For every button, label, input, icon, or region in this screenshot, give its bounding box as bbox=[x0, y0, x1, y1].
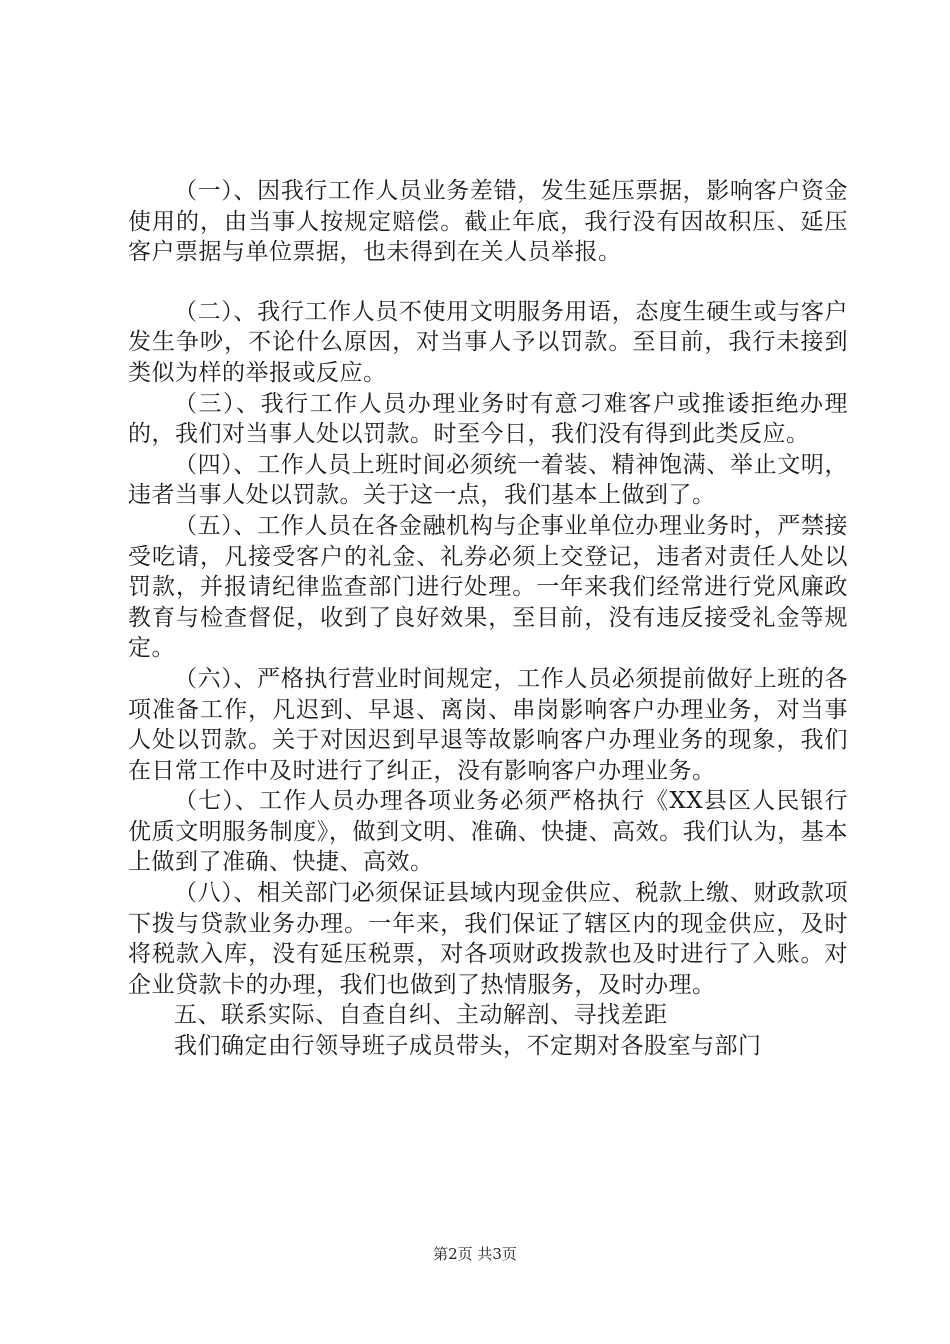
paragraph-9: 我们确定由行领导班子成员带头，不定期对各股室与部门 bbox=[174, 1033, 762, 1060]
paragraph-5: （五）、工作人员在各金融机构与企事业单位办理业务时，严禁接受吃请，凡接受客户的礼金、礼券必须上交登记，违者对责任人处以罚款，并报请纪律监查部门进行处理。一年来我们经常进行党风廉政教育与检查督促，收到了良好效果，至目前，没有违反接受礼金等规定。 bbox=[128, 512, 848, 662]
paragraph-4: （四）、工作人员上班时间必须统一着装、精神饱满、举止文明，违者当事人处以罚款。关于这一点，我们基本上做到了。 bbox=[128, 451, 848, 509]
paragraph-1: （一）、因我行工作人员业务差错，发生延压票据，影响客户资金使用的，由当事人按规定赔偿。截止年底，我行没有因故积压、延压客户票据与单位票据，也未得到在关人员举报。 bbox=[128, 178, 848, 266]
paragraph-3: （三）、我行工作人员办理业务时有意刁难客户或推诿拒绝办理的，我们对当事人处以罚款。时至今日，我们没有得到此类反应。 bbox=[128, 390, 848, 448]
section-heading: 五、联系实际、自查自纠、主动解剖、寻找差距 bbox=[174, 1002, 668, 1029]
paragraph-7: （七）、工作人员办理各项业务必须严格执行《XX县区人民银行优质文明服务制度》，做到文明、准确、快捷、高效。我们认为，基本上做到了准确、快捷、高效。 bbox=[128, 788, 848, 876]
paragraph-6: （六）、严格执行营业时间规定，工作人员必须提前做好上班的各项准备工作，凡迟到、早退、离岗、串岗影响客户办理业务，对当事人处以罚款。关于对因迟到早退等故影响客户办理业务的现象，我们在日常工作中及时进行了纠正，没有影响客户办理业务。 bbox=[128, 665, 848, 784]
page-footer bbox=[0, 1244, 950, 1264]
paragraph-8: （八）、相关部门必须保证县域内现金供应、税款上缴、财政款项下拨与贷款业务办理。一年来，我们保证了辖区内的现金供应，及时将税款入库，没有延压税票，对各项财政拨款也及时进行了入账。对企业贷款卡的办理，我们也做到了热情服务，及时办理。 bbox=[128, 880, 848, 998]
document-body bbox=[128, 176, 848, 1062]
page-number-label: 第2页 共3页 bbox=[433, 1245, 517, 1263]
paragraph-2: （二）、我行工作人员不使用文明服务用语，态度生硬生或与客户发生争吵，不论什么原因，对当事人予以罚款。至目前，我行未接到类似为样的举报或反应。 bbox=[128, 298, 848, 386]
